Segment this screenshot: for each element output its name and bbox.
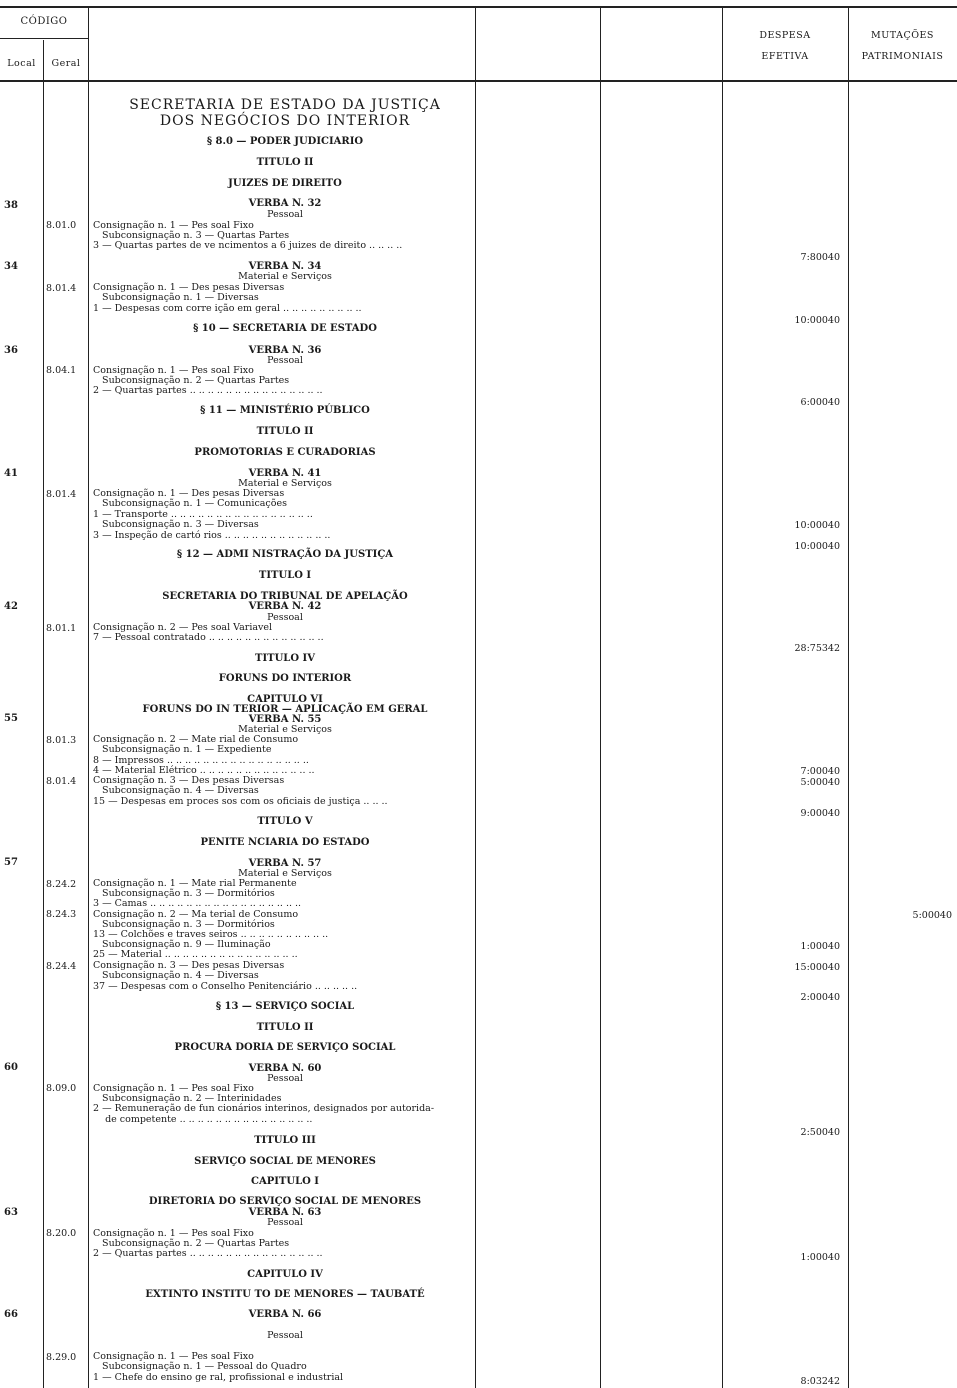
code-local: 34 — [4, 261, 18, 272]
despesa-efetiva-value: 15:00040 — [794, 962, 840, 973]
despesa-efetiva-value: 8:03242 — [800, 1376, 840, 1387]
code-local: 36 — [4, 345, 18, 356]
section-heading: DIRETORIA DO SERVIÇO SOCIAL DE MENORES — [148, 1196, 422, 1207]
section-heading: VERBA N. 32 — [248, 198, 322, 209]
section-heading: SERVIÇO SOCIAL DE MENORES — [194, 1156, 376, 1167]
despesa-efetiva-value: 10:00040 — [794, 541, 840, 552]
section-heading: VERBA N. 57 — [248, 858, 322, 869]
despesa-efetiva-value: 2:00040 — [800, 992, 840, 1003]
line-item: Subconsignação n. 3 — Quartas Partes — [93, 230, 290, 241]
despesa-efetiva-value: 1:00040 — [800, 1252, 840, 1263]
despesa-efetiva-value: 6:00040 — [800, 397, 840, 408]
code-geral: 8.29.0 — [46, 1352, 77, 1363]
despesa-efetiva-value: 7:00040 — [800, 766, 840, 777]
code-geral: 8.01.0 — [46, 220, 77, 231]
line-item: 25 — Material .. .. .. .. .. .. .. .. .. .. .. .. .. .. .. — [93, 949, 298, 960]
header-efetiva: EFETIVA — [761, 51, 809, 62]
section-heading: § 10 — SECRETARIA DE ESTADO — [193, 323, 377, 334]
line-item: 1 — Transporte .. .. .. .. .. .. .. .. .. .. .. .. .. .. .. .. — [93, 509, 313, 520]
heading-line-1: SECRETARIA DE ESTADO DA JUSTIÇA — [129, 97, 441, 113]
heading-line-2: DOS NEGÓCIOS DO INTERIOR — [159, 113, 411, 129]
line-item: 37 — Despesas com o Conselho Penitenciário .. .. .. .. .. — [93, 981, 358, 992]
section-heading: Pessoal — [267, 1073, 303, 1084]
header-geral: Geral — [51, 58, 81, 69]
section-heading: Pessoal — [267, 1330, 303, 1341]
line-item: Consignação n. 1 — Pes soal Fixo — [93, 1351, 254, 1362]
line-item: Consignação n. 1 — Des pesas Diversas — [93, 282, 285, 293]
header-despesa: DESPESA — [759, 30, 811, 41]
code-geral: 8.01.4 — [46, 776, 77, 787]
line-item: Consignação n. 1 — Pes soal Fixo — [93, 1083, 254, 1094]
code-geral: 8.01.3 — [46, 735, 77, 746]
section-heading: TITULO III — [254, 1135, 316, 1146]
section-heading: Pessoal — [267, 1217, 303, 1228]
line-item: Subconsignação n. 1 — Pessoal do Quadro — [93, 1361, 307, 1372]
line-item: Subconsignação n. 2 — Quartas Partes — [93, 375, 290, 386]
line-item: Subconsignação n. 2 — Quartas Partes — [93, 1238, 290, 1249]
section-heading: CAPITULO IV — [247, 1269, 323, 1280]
line-item: Subconsignação n. 3 — Dormitórios — [93, 919, 275, 930]
section-heading: VERBA N. 63 — [248, 1207, 322, 1218]
code-geral: 8.24.4 — [46, 961, 77, 972]
line-item: Consignação n. 3 — Des pesas Diversas — [93, 960, 285, 971]
section-heading: VERBA N. 42 — [248, 601, 322, 612]
line-item: Subconsignação n. 1 — Expediente — [93, 744, 272, 755]
despesa-efetiva-value: 28:75342 — [794, 643, 840, 654]
code-local: 38 — [4, 200, 18, 211]
code-local: 63 — [4, 1207, 18, 1218]
section-heading: TITULO II — [256, 1022, 314, 1033]
line-item: 4 — Material Elétrico .. .. .. .. .. .. .. .. .. .. .. .. .. — [93, 765, 315, 776]
section-heading: Pessoal — [267, 355, 303, 366]
section-heading: Material e Serviços — [238, 478, 332, 489]
col-divider-1 — [475, 8, 476, 1388]
mutacoes-patrimoniais-value: 5:00040 — [912, 910, 952, 921]
header-mutacoes: MUTAÇÕES — [871, 30, 934, 41]
header-bottom-rule — [0, 80, 957, 82]
section-heading: Material e Serviços — [238, 271, 332, 282]
section-heading: Material e Serviços — [238, 724, 332, 735]
line-item: de competente .. .. .. .. .. .. .. .. .. .. .. .. .. .. .. — [93, 1114, 313, 1125]
col-divider-geral — [88, 8, 89, 1388]
section-heading: Pessoal — [267, 612, 303, 623]
section-heading: EXTINTO INSTITU TO DE MENORES — TAUBATÉ — [145, 1289, 425, 1300]
line-item: 2 — Quartas partes .. .. .. .. .. .. .. .. .. .. .. .. .. .. .. — [93, 1248, 323, 1259]
line-item: Subconsignação n. 1 — Diversas — [93, 292, 259, 303]
col-divider-4 — [848, 8, 849, 1388]
code-local: 60 — [4, 1062, 18, 1073]
col-divider-local — [43, 40, 44, 1388]
line-item: Consignação n. 1 — Pes soal Fixo — [93, 220, 254, 231]
section-heading: CAPITULO VI — [247, 694, 323, 705]
line-item: 7 — Pessoal contratado .. .. .. .. .. .. .. .. .. .. .. .. .. — [93, 632, 324, 643]
despesa-efetiva-value: 10:00040 — [794, 315, 840, 326]
line-item: Consignação n. 1 — Mate rial Permanente — [93, 878, 297, 889]
section-heading: VERBA N. 41 — [248, 468, 322, 479]
section-heading: CAPITULO I — [251, 1176, 319, 1187]
line-item: Subconsignação n. 3 — Dormitórios — [93, 888, 275, 899]
code-local: 66 — [4, 1309, 18, 1320]
line-item: Consignação n. 2 — Pes soal Variavel — [93, 622, 273, 633]
header-top-rule — [0, 6, 957, 8]
despesa-efetiva-value: 7:80040 — [800, 252, 840, 263]
section-heading: FORUNS DO IN TERIOR — APLICAÇÃO EM GERAL — [142, 704, 428, 715]
line-item: Consignação n. 2 — Ma terial de Consumo — [93, 909, 299, 920]
line-item: 15 — Despesas em proces sos com os oficiais de justiça .. .. .. — [93, 796, 388, 807]
line-item: 3 — Quartas partes de ve ncimentos a 6 juizes de direito .. .. .. .. — [93, 240, 403, 251]
code-geral: 8.24.3 — [46, 909, 77, 920]
line-item: 1 — Despesas com corre ição em geral .. .. .. .. .. .. .. .. .. — [93, 303, 362, 314]
line-item: Subconsignação n. 3 — Diversas — [93, 519, 259, 530]
section-heading: § 12 — ADMI NISTRAÇÃO DA JUSTIÇA — [176, 549, 394, 560]
despesa-efetiva-value: 1:00040 — [800, 941, 840, 952]
section-heading: PENITE NCIARIA DO ESTADO — [200, 837, 370, 848]
section-heading: SECRETARIA DO TRIBUNAL DE APELAÇÃO — [162, 591, 408, 602]
despesa-efetiva-value: 10:00040 — [794, 520, 840, 531]
code-geral: 8.04.1 — [46, 365, 77, 376]
line-item: 13 — Colchões e traves seiros .. .. .. .. .. .. .. .. .. .. — [93, 929, 329, 940]
code-geral: 8.09.0 — [46, 1083, 77, 1094]
header-local: Local — [7, 58, 36, 69]
line-item: Subconsignação n. 2 — Interinidades — [93, 1093, 282, 1104]
section-heading: TITULO IV — [255, 653, 315, 664]
line-item: Consignação n. 1 — Pes soal Fixo — [93, 1228, 254, 1239]
despesa-efetiva-value: 5:00040 — [800, 777, 840, 788]
section-heading: § 11 — MINISTÉRIO PÚBLICO — [200, 405, 370, 416]
code-local: 41 — [4, 468, 18, 479]
code-geral: 8.20.0 — [46, 1228, 77, 1239]
section-heading: FORUNS DO INTERIOR — [218, 673, 352, 684]
section-heading: VERBA N. 55 — [248, 714, 322, 725]
line-item: Consignação n. 3 — Des pesas Diversas — [93, 775, 285, 786]
line-item: 3 — Camas .. .. .. .. .. .. .. .. .. .. .. .. .. .. .. .. .. — [93, 898, 302, 909]
code-geral: 8.01.4 — [46, 283, 77, 294]
code-local: 55 — [4, 713, 18, 724]
section-heading: VERBA N. 66 — [248, 1309, 322, 1320]
section-heading: VERBA N. 34 — [248, 261, 322, 272]
despesa-efetiva-value: 2:50040 — [800, 1127, 840, 1138]
line-item: 3 — Inspeção de cartó rios .. .. .. .. .. .. .. .. .. .. .. .. — [93, 530, 331, 541]
header-patrimoniais: PATRIMONIAIS — [861, 51, 944, 62]
code-geral: 8.01.4 — [46, 489, 77, 500]
code-local: 57 — [4, 857, 18, 868]
line-item: 8 — Impressos .. .. .. .. .. .. .. .. .. .. .. .. .. .. .. .. — [93, 755, 309, 766]
code-geral: 8.24.2 — [46, 879, 77, 890]
section-heading: TITULO I — [258, 570, 312, 581]
line-item: Consignação n. 2 — Mate rial de Consumo — [93, 734, 299, 745]
code-geral: 8.01.1 — [46, 623, 77, 634]
section-heading: Material e Serviços — [238, 868, 332, 879]
section-heading: § 8.0 — PODER JUDICIARIO — [206, 136, 364, 147]
codigo-rule — [0, 38, 88, 39]
line-item: Subconsignação n. 4 — Diversas — [93, 970, 259, 981]
col-divider-2 — [600, 8, 601, 1388]
section-heading: PROMOTORIAS E CURADORIAS — [194, 447, 376, 458]
line-item: Subconsignação n. 4 — Diversas — [93, 785, 259, 796]
section-heading: Pessoal — [267, 209, 303, 220]
line-item: 2 — Remuneração de fun cionários interinos, designados por autorida- — [93, 1103, 435, 1114]
line-item: Consignação n. 1 — Pes soal Fixo — [93, 365, 254, 376]
line-item: 2 — Quartas partes .. .. .. .. .. .. .. .. .. .. .. .. .. .. .. — [93, 385, 323, 396]
header-codigo: CÓDIGO — [20, 16, 68, 27]
code-local: 42 — [4, 601, 18, 612]
section-heading: TITULO II — [256, 426, 314, 437]
section-heading: VERBA N. 60 — [248, 1063, 322, 1074]
section-heading: VERBA N. 36 — [248, 345, 322, 356]
section-heading: TITULO V — [257, 816, 313, 827]
section-heading: TITULO II — [256, 157, 314, 168]
line-item: Subconsignação n. 9 — Iluminação — [93, 939, 271, 950]
section-heading: PROCURA DORIA DE SERVIÇO SOCIAL — [174, 1042, 396, 1053]
line-item: Subconsignação n. 1 — Comunicações — [93, 498, 287, 509]
line-item: Consignação n. 1 — Des pesas Diversas — [93, 488, 285, 499]
line-item: 1 — Chefe do ensino ge ral, profissional e industrial — [93, 1372, 344, 1383]
section-heading: JUIZES DE DIREITO — [228, 178, 342, 189]
despesa-efetiva-value: 9:00040 — [800, 808, 840, 819]
section-heading: § 13 — SERVIÇO SOCIAL — [215, 1001, 355, 1012]
col-divider-3 — [722, 8, 723, 1388]
